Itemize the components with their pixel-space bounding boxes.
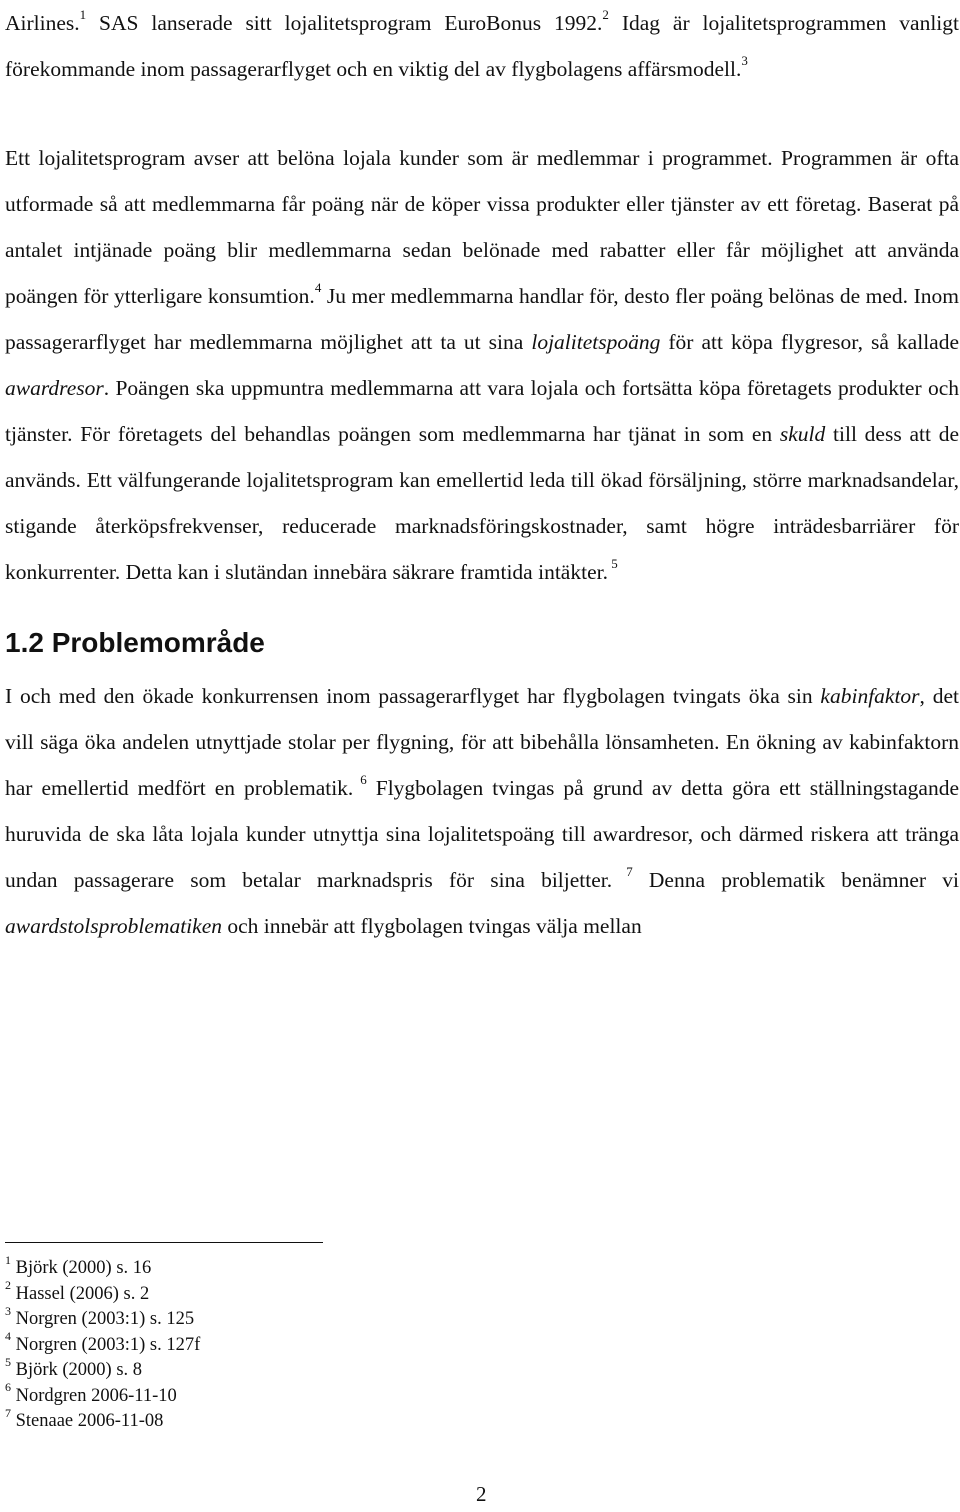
footnote-reference: 3 [741, 52, 748, 68]
footnote-separator [5, 1242, 323, 1243]
footnote-text: Björk (2000) s. 8 [11, 1360, 143, 1380]
footnote-list [5, 1252, 201, 1435]
text-run: Denna problematik benämner vi [632, 868, 959, 892]
footnote-text: Norgren (2003:1) s. 127f [11, 1334, 201, 1355]
document-page [5, 0, 959, 1512]
footnote-reference: 7 [612, 863, 633, 879]
footnote-text: Nordgren 2006-11-10 [11, 1385, 177, 1406]
text-run: SAS lanserade sitt lojalitetsprogram EuroBonus 1992. [86, 11, 603, 35]
text-run: Airlines. [5, 11, 80, 35]
footnote-item [5, 1405, 200, 1435]
footnote-number: 1 [5, 1252, 11, 1267]
footnote-reference: 4 [314, 279, 322, 295]
footnote-number: 5 [5, 1354, 11, 1369]
footnote-number: 2 [5, 1278, 11, 1293]
footnote-text: Norgren (2003:1) s. 125 [11, 1309, 195, 1329]
emphasized-term: kabinfaktor [820, 684, 920, 708]
text-run: för att köpa flygresor, så kallade [660, 330, 960, 354]
paragraph-loyalty-program [5, 135, 959, 595]
footnote-reference: 2 [602, 6, 609, 22]
text-run: Ju mer medlemmarna handlar för, desto fler poäng belönas de med. Inom passagerarflyget har medlemmarna möjlighet att ta ut sina [5, 284, 959, 354]
text-run: , det vill säga öka andelen utnyttjade stolar per flygning, för att bibehålla lönsamheten. En ökning av kabinfaktorn har emellertid medfört en problematik. [5, 684, 959, 800]
footnote-number: 7 [5, 1405, 11, 1420]
page-number: 2 [476, 1482, 487, 1506]
footnote-item [5, 1252, 200, 1282]
footnote-number: 3 [5, 1303, 11, 1318]
text-run: till dess att de används. Ett välfungerande lojalitetsprogram kan emellertid leda till ökad försäljning, större marknadsandelar, stigande återköpsfrekvenser, reducerade marknadsföringskostnader, samt högre inträdesbarriärer för konkurrenter. Detta kan i slutändan innebära säkrare framtida intäkter. [5, 422, 959, 584]
footnote-reference: 6 [353, 771, 367, 787]
paragraph-problem-area [5, 673, 959, 949]
emphasized-term: lojalitetspoäng [531, 330, 661, 354]
footnote-text: Björk (2000) s. 16 [11, 1258, 152, 1278]
section-heading: 1.2 Problemområde [5, 627, 265, 658]
footnote-item [5, 1329, 201, 1359]
footnote-item [5, 1380, 200, 1410]
footnote-number: 4 [5, 1329, 11, 1344]
footnote-item [5, 1303, 200, 1333]
emphasized-term: awardstolsproblematiken [5, 914, 222, 938]
footnote-reference: 5 [607, 555, 618, 571]
text-run: I och med den ökade konkurrensen inom passagerarflyget har flygbolagen tvingats öka sin [5, 684, 821, 708]
text-run: Idag är lojalitetsprogrammen vanligt förekommande inom passagerarflyget och en viktig del av flygbolagens affärsmodell. [5, 11, 960, 81]
text-run: Ett lojalitetsprogram avser att belöna lojala kunder som är medlemmar i programmet. Programmen är ofta utformade så att medlemmarna får poäng när de köper vissa produkter eller tjänster av ett företag. Baserat på antalet intjänade poäng blir medlemmarna sedan belönade med rabatter eller får möjlighet att använda poängen för ytterligare konsumtion. [5, 146, 959, 308]
text-run: Flygbolagen tvingas på grund av detta göra ett ställningstagande huruvida de ska låta lojala kunder utnyttja sina lojalitetspoäng till awardresor, och därmed riskera att tränga undan passagerare som betalar marknadspris för sina biljetter. [5, 776, 959, 892]
footnote-number: 6 [5, 1380, 11, 1395]
footnote-text: Hassel (2006) s. 2 [11, 1283, 150, 1304]
text-run: . Poängen ska uppmuntra medlemmarna att vara lojala och fortsätta köpa företagets produkter och tjänster. För företagets del behandlas poängen som medlemmarna har tjänat in som en [5, 376, 959, 446]
footnote-reference: 1 [79, 6, 87, 22]
text-run: och innebär att flygbolagen tvingas välja mellan [221, 914, 642, 938]
paragraph-intro [5, 0, 959, 92]
footnote-item [5, 1354, 200, 1384]
emphasized-term: awardresor [5, 376, 104, 400]
footnote-text: Stenaae 2006-11-08 [11, 1411, 164, 1431]
emphasized-term: skuld [779, 422, 826, 446]
footnote-item [5, 1278, 200, 1308]
